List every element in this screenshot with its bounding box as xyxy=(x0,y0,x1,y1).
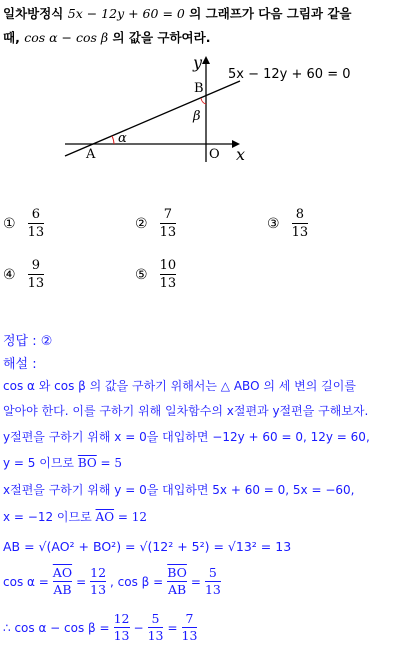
choice-5[interactable] xyxy=(135,258,176,291)
question-text: 일차방정식 xyxy=(3,6,64,21)
alpha-label: α xyxy=(118,131,127,146)
choice-number: ④ xyxy=(3,266,16,283)
graph-line xyxy=(65,81,240,156)
explain-line-8: cos α = $\frac{\overline{AO}}{AB}$ = 12 13 , cos β = $\frac{\overline{BO}}{AB}$ = 5 13 xyxy=(3,565,221,597)
choice-3[interactable] xyxy=(267,207,308,240)
explain-line-4: y = 5 이므로 $\overline{BO} = 5$ xyxy=(3,456,123,470)
question-line-2 xyxy=(3,28,210,46)
choice-2[interactable] xyxy=(135,207,176,240)
segment-bo: $\overline{BO}$ xyxy=(77,456,97,470)
beta-label: β xyxy=(193,109,201,124)
explain-line-5: x절편을 구하기 위해 y = 0을 대입하면 5x + 60 = 0, 5x = −60, xyxy=(3,483,355,497)
choice-number: ⑤ xyxy=(135,266,148,283)
question-text: 의 값을 구하여라. xyxy=(112,30,211,45)
explain-line-6: x = −12 이므로 $\overline{AO} = 12$ xyxy=(3,510,147,524)
axis-y-label: y xyxy=(193,53,203,72)
graph-figure xyxy=(0,48,400,178)
point-o-label: O xyxy=(209,147,220,162)
axis-x-label: x xyxy=(236,145,246,164)
equation: 5x − 12y + 60 = 0 xyxy=(67,6,185,21)
choice-number: ① xyxy=(3,215,16,232)
choice-fraction: $\frac{9}{13}$ xyxy=(27,258,45,291)
explain-line-1: cos α 와 cos β 의 값을 구하기 위해서는 △ ABO 의 세 변의 길이를 xyxy=(3,379,356,393)
beta-arc xyxy=(201,98,206,104)
segment-ao: $\overline{AO}$ xyxy=(95,510,115,524)
expression: cos α − cos β xyxy=(24,30,109,45)
y-axis-arrow xyxy=(202,56,210,64)
question-text: 의 그래프가 다음 그림과 같을 xyxy=(189,6,352,21)
explain-line-9: ∴ cos α − cos β = 12 13 − 5 13 = 7 13 xyxy=(3,611,198,643)
point-a-label: A xyxy=(86,147,96,162)
answer-label: 정답 : ② xyxy=(3,334,53,349)
choice-fraction: $\frac{7}{13}$ xyxy=(159,207,177,240)
question-text: 때, xyxy=(3,30,20,45)
explain-line-2: 알아야 한다. 이를 구하기 위해 일차함수의 x절편과 y절편을 구해보자. xyxy=(3,404,369,418)
explain-line-7: AB = √(AO² + BO²) = √(12² + 5²) = √13² = 13 xyxy=(3,539,292,554)
choice-fraction: $\frac{6}{13}$ xyxy=(27,207,45,240)
explain-line-3: y절편을 구하기 위해 x = 0을 대입하면 −12y + 60 = 0, 12y = 60, xyxy=(3,430,370,444)
choice-number: ② xyxy=(135,215,148,232)
choice-number: ③ xyxy=(267,215,280,232)
choice-4[interactable] xyxy=(3,258,44,291)
choice-fraction: $\frac{8}{13}$ xyxy=(291,207,309,240)
line-equation-label: 5x − 12y + 60 = 0 xyxy=(228,67,351,82)
question-line-1 xyxy=(3,4,352,22)
choice-1[interactable] xyxy=(3,207,44,240)
alpha-arc xyxy=(112,136,114,144)
point-b-label: B xyxy=(194,81,204,96)
explain-label: 해설 : xyxy=(3,357,37,372)
choice-fraction: $\frac{10}{13}$ xyxy=(159,258,177,291)
